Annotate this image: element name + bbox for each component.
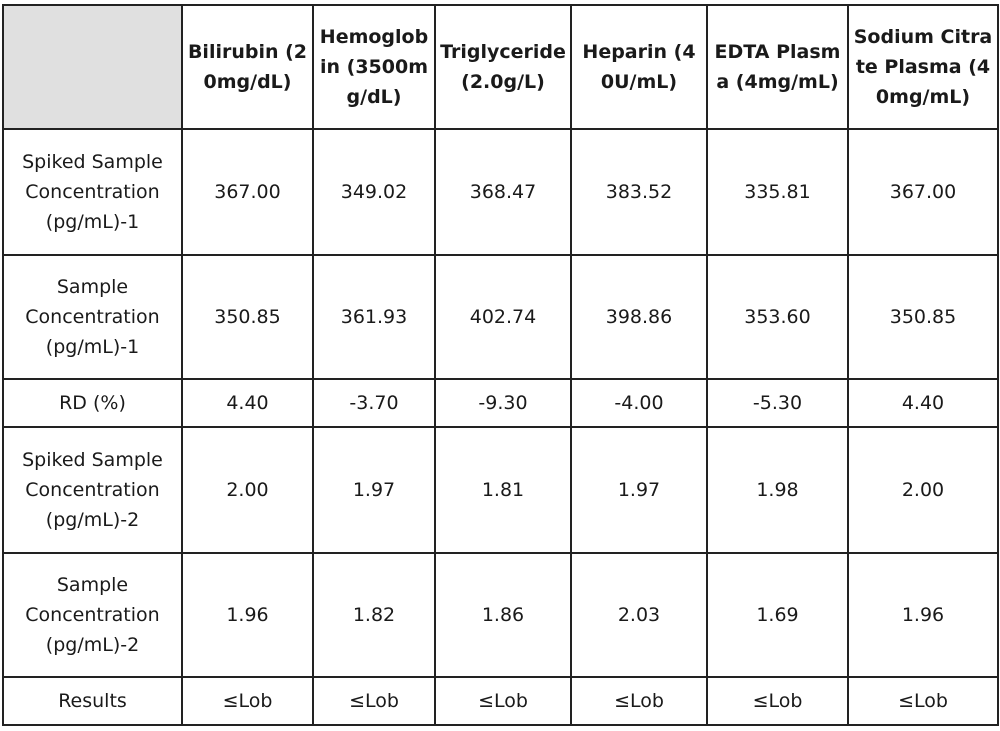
table-cell: ≤Lob	[435, 677, 571, 725]
table-row	[3, 255, 998, 379]
table-cell: 2.00	[182, 427, 313, 553]
row-label: Sample Concentration (pg/mL)-2	[3, 553, 182, 677]
table-cell: 349.02	[313, 129, 435, 255]
column-header-bilirubin: Bilirubin (20mg/dL)	[182, 5, 313, 129]
table-cell: -4.00	[571, 379, 707, 427]
interference-results-table	[2, 4, 999, 726]
corner-cell	[3, 5, 182, 129]
column-header-edta-plasma: EDTA Plasma (4mg/mL)	[707, 5, 848, 129]
table-cell: 353.60	[707, 255, 848, 379]
table-cell: 367.00	[182, 129, 313, 255]
table-cell: 402.74	[435, 255, 571, 379]
row-label: Spiked Sample Concentration (pg/mL)-2	[3, 427, 182, 553]
table-cell: -9.30	[435, 379, 571, 427]
column-header-heparin: Heparin (40U/mL)	[571, 5, 707, 129]
column-header-hemoglobin: Hemoglobin (3500mg/dL)	[313, 5, 435, 129]
table-row	[3, 427, 998, 553]
table-cell: 398.86	[571, 255, 707, 379]
table-row	[3, 129, 998, 255]
table-cell: 1.97	[571, 427, 707, 553]
table-cell: ≤Lob	[707, 677, 848, 725]
row-label: Results	[3, 677, 182, 725]
table-cell: 4.40	[182, 379, 313, 427]
table-cell: 1.96	[182, 553, 313, 677]
row-label: RD (%)	[3, 379, 182, 427]
table-cell: 2.03	[571, 553, 707, 677]
table-cell: 335.81	[707, 129, 848, 255]
table-row	[3, 379, 998, 427]
table-cell: 1.69	[707, 553, 848, 677]
table-cell: ≤Lob	[571, 677, 707, 725]
table-cell: 361.93	[313, 255, 435, 379]
table-cell: 368.47	[435, 129, 571, 255]
table-cell: 367.00	[848, 129, 998, 255]
table-cell: 1.81	[435, 427, 571, 553]
table-row	[3, 553, 998, 677]
table-cell: 350.85	[848, 255, 998, 379]
table-row-results	[3, 677, 998, 725]
table-cell: 1.97	[313, 427, 435, 553]
table-cell: 350.85	[182, 255, 313, 379]
table-cell: ≤Lob	[182, 677, 313, 725]
table-cell: ≤Lob	[313, 677, 435, 725]
header-row	[3, 5, 998, 129]
row-label: Spiked Sample Concentration (pg/mL)-1	[3, 129, 182, 255]
table-cell: 2.00	[848, 427, 998, 553]
column-header-triglyceride: Triglyceride (2.0g/L)	[435, 5, 571, 129]
table-cell: ≤Lob	[848, 677, 998, 725]
table-cell: -5.30	[707, 379, 848, 427]
table-cell: -3.70	[313, 379, 435, 427]
column-header-sodium-citrate-plasma: Sodium Citrate Plasma (40mg/mL)	[848, 5, 998, 129]
table-cell: 4.40	[848, 379, 998, 427]
table-cell: 1.82	[313, 553, 435, 677]
table-cell: 1.86	[435, 553, 571, 677]
row-label: Sample Concentration (pg/mL)-1	[3, 255, 182, 379]
table-cell: 383.52	[571, 129, 707, 255]
table-cell: 1.96	[848, 553, 998, 677]
table-cell: 1.98	[707, 427, 848, 553]
